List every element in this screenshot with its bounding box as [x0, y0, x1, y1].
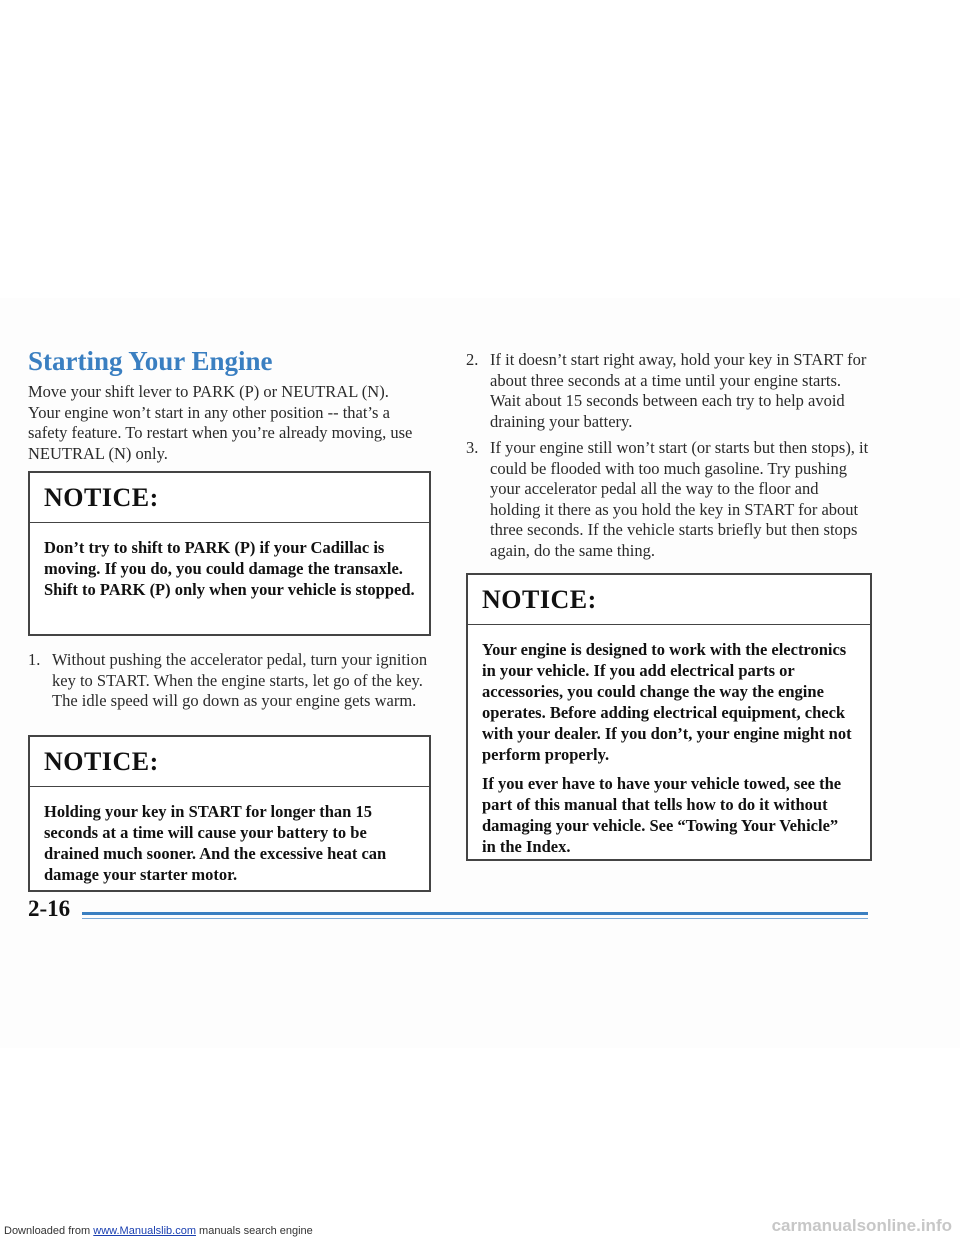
notice-body: Don’t try to shift to PARK (P) if your Cadillac is moving. If you do, you could damage the transaxle. Shift to PARK (P) only when your vehicle is stopped.	[44, 538, 415, 599]
intro-paragraph: Move your shift lever to PARK (P) or NEUTRAL (N). Your engine won’t start in any other position -- that’s a safety feature. To restart when you’re already moving, use NEUTRAL (N) only.	[28, 382, 413, 463]
step-number: 2.	[466, 350, 479, 369]
step-item-3	[466, 438, 871, 561]
footer-rule	[82, 912, 868, 915]
notice-heading: NOTICE:	[468, 575, 870, 625]
step-text: If your engine still won’t start (or starts but then stops), it could be flooded with too much gasoline. Try pushing your accelerator pedal all the way to the floor and holding it there as you hold the key in START for about three seconds. If the vehicle starts briefly but then stops again, do the same thing.	[490, 438, 869, 560]
notice-body: Your engine is designed to work with the electronics in your vehicle. If you add electrical parts or accessories, you could change the way the engine operates. Before adding electrical equipment, check with your dealer. If you don’t, your engine might not perform properly.	[482, 640, 852, 764]
watermark-text: carmanualsonline.info	[771, 1216, 952, 1235]
notice-body: If you ever have to have your vehicle towed, see the part of this manual that tells how to do it without damaging your vehicle. See “Towing Your Vehicle” in the Index.	[482, 774, 842, 856]
download-header	[4, 1225, 313, 1237]
step-number: 1.	[28, 650, 41, 669]
manualslib-link[interactable]: www.Manualslib.com	[93, 1225, 196, 1237]
download-prefix: Downloaded from	[4, 1225, 94, 1237]
step-text: Without pushing the accelerator pedal, turn your ignition key to START. When the engine starts, let go of the key. The idle speed will go down as your engine gets warm.	[52, 650, 428, 710]
notice-body: Holding your key in START for longer than 15 seconds at a time will cause your battery to be drained much sooner. And the excessive heat can damage your starter motor.	[44, 802, 387, 884]
step-item-1	[28, 650, 428, 712]
page-title: Starting Your Engine	[28, 346, 273, 376]
step-item-2	[466, 350, 871, 432]
download-suffix: manuals search engine	[195, 1225, 313, 1237]
step-number: 3.	[466, 438, 479, 457]
footer-rule-thin	[82, 918, 868, 919]
step-text: If it doesn’t start right away, hold your key in START for about three seconds at a time until your engine starts. Wait about 15 seconds between each try to help avoid draining your battery.	[490, 350, 867, 431]
notice-box-shift	[28, 471, 431, 636]
notice-box-battery	[28, 735, 431, 892]
notice-heading: NOTICE:	[30, 473, 429, 523]
notice-heading: NOTICE:	[30, 737, 429, 787]
notice-box-electrical	[466, 573, 872, 861]
page-number: 2-16	[28, 896, 71, 921]
